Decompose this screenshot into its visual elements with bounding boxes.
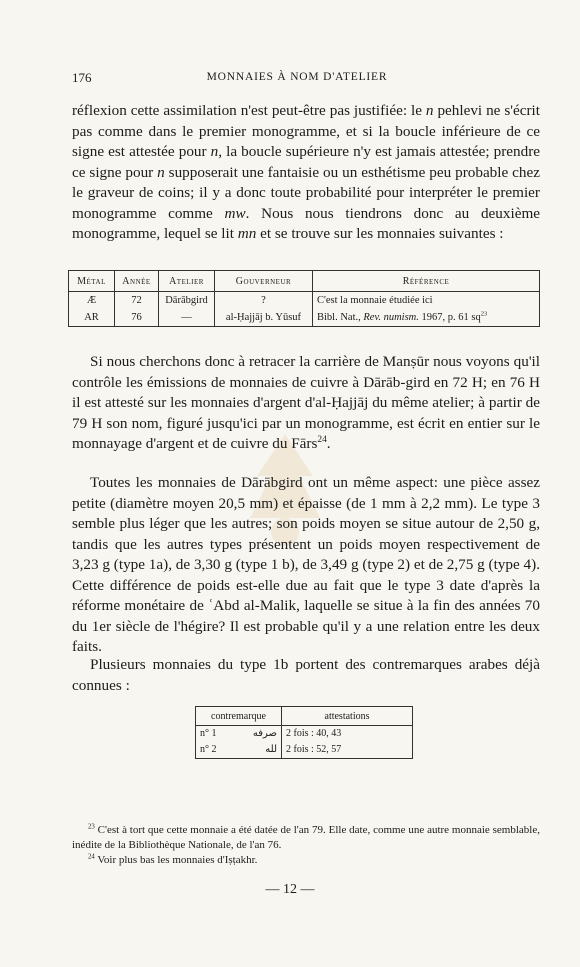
running-title: MONNAIES À NOM D'ATELIER: [206, 71, 388, 83]
footnote-24: $^{24}$ Voir plus bas les monnaies d'Iṣṭakhr.: [88, 853, 258, 866]
table-row: [69, 309, 540, 327]
cell-atelier: —: [159, 309, 215, 327]
table-header-row: [196, 707, 413, 726]
column-header-contremarque: contremarque: [196, 707, 282, 726]
coin-reference-table: [68, 270, 540, 327]
table-header-row: [69, 271, 540, 292]
cell-reference: Bibl. Nat., Rev. numism. 1967, p. 61 $sq^{23}$: [313, 309, 540, 327]
cell-annee: 76: [115, 309, 159, 327]
footnote-23: $^{23}$ C'est à tort que cette monnaie a été datée de l'an 79. Elle date, comme une autre monnaie semblable, inédite de la Bibliothèque Nationale, de l'an 76.: [72, 823, 540, 851]
cell-countermark: n° 1 صرفه: [196, 726, 282, 743]
paragraph-mansur: Si nous cherchons donc à retracer la carrière de Manṣūr nous voyons qu'il contrôle les émissions de monnaies de cuivre à Dārāb-gird en 72 H; en 76 H il est attesté sur les monnaies d'argent d'al-Ḥajjāj du même atelier; à partir de 79 H son nom, figuré jusqu'ici par un monogramme, est écrit en entier sur le monnayage d'argent et de cuivre du Fārs$^{24}$.: [72, 353, 540, 452]
footnote-ref-23: 23: [480, 310, 488, 318]
table-row: [196, 742, 413, 759]
cell-metal: Æ: [69, 292, 115, 310]
paragraph-countermarks: Plusieurs monnaies du type 1b portent des contremarques arabes déjà connues :: [72, 656, 540, 694]
cell-gouverneur: al-Ḥajjāj b. Yūsuf: [215, 309, 313, 327]
cell-atelier: Dārābgird: [159, 292, 215, 310]
arabic-countermark: لله: [265, 744, 277, 755]
paragraph-darabgird-coins: Toutes les monnaies de Dārābgird ont un même aspect: une pièce assez petite (diamètre moyen 20,5 mm) et épaisse (de 1 mm à 2,2 mm). Le type 3 semble plus léger que les autres; son poids moyen se situe autour de 2,50 g, tandis que les autres types présentent un poids moyen respectivement de 3,23 g (type 1a), de 3,30 g (type 1 b), de 3,49 g (type 2) et de 2,75 g (type 4). Cette différence de poids est-elle due au fait que le type 3 date d'après la réforme monétaire de ʿAbd al-Malik, laquelle se situe à la fin des années 70 du 1er siècle de l'hégire? Il est probable qu'il y a une relation entre les deux faits.: [72, 474, 540, 655]
footnote-ref-24: 24: [317, 434, 327, 445]
cell-annee: 72: [115, 292, 159, 310]
table-row: [69, 292, 540, 310]
cell-attestations: 2 fois : 52, 57: [282, 742, 413, 759]
column-header-annee: Année: [115, 271, 159, 292]
column-header-atelier: Atelier: [159, 271, 215, 292]
column-header-metal: Métal: [69, 271, 115, 292]
footnotes: [72, 823, 540, 868]
cell-reference: C'est la monnaie étudiée ici: [313, 292, 540, 310]
paragraph-intro: réflexion cette assimilation n'est peut-être pas justifiée: le n pehlevi ne s'écrit pas comme dans le premier monogramme, et si la boucle inférieure de ce signe est attestée pour n, la boucle supérieure n'y est jamais attestée; prendre ce signe pour n supposerait une fantaisie ou un esthétisme peu probable chez le graveur de coins; il y a donc toute probabilité pour interpréter le premier monogramme comme mw. Nous nous tiendrons donc au deuxième monogramme, lequel se lit mn et se trouve sur les monnaies suivantes :: [72, 102, 540, 242]
arabic-countermark: صرفه: [252, 728, 277, 739]
page-header: [72, 70, 522, 90]
column-header-reference: Référence: [313, 271, 540, 292]
column-header-gouverneur: Gouverneur: [215, 271, 313, 292]
cell-metal: AR: [69, 309, 115, 327]
column-header-attestations: attestations: [282, 707, 413, 726]
cell-gouverneur: ?: [215, 292, 313, 310]
table-row: [196, 726, 413, 743]
cell-attestations: 2 fois : 40, 43: [282, 726, 413, 743]
countermark-table: [195, 706, 413, 759]
folio: — 12 —: [265, 882, 315, 897]
cell-countermark: n° 2 لله: [196, 742, 282, 759]
page-number: 176: [72, 70, 92, 85]
